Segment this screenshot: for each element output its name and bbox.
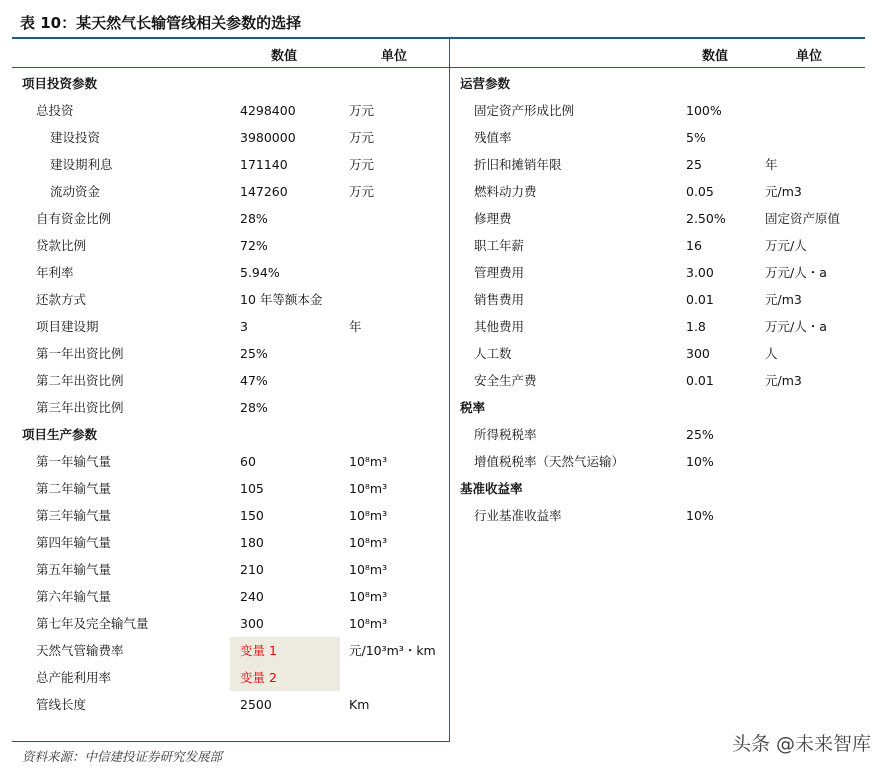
param-unit: 万元/人・a	[765, 319, 827, 334]
param-value: 2500	[240, 697, 272, 712]
table-row	[0, 313, 885, 340]
table-row	[0, 367, 885, 394]
param-unit: Km	[349, 697, 370, 712]
param-unit: 10⁸m³	[349, 589, 388, 604]
section-label: 项目投资参数	[22, 76, 98, 91]
param-name: 自有资金比例	[36, 211, 112, 226]
param-value: 28%	[240, 211, 268, 226]
table-row	[0, 448, 885, 475]
table-row	[0, 124, 885, 151]
param-name: 天然气管输费率	[36, 643, 124, 658]
section-label: 税率	[460, 400, 486, 415]
param-value: 25%	[240, 346, 268, 361]
param-value: 2.50%	[686, 211, 726, 226]
param-name: 职工年薪	[474, 238, 525, 253]
param-name: 总产能利用率	[36, 670, 112, 685]
table-row	[0, 529, 885, 556]
table-row	[0, 556, 885, 583]
table-row	[0, 664, 885, 691]
param-name: 折旧和摊销年限	[474, 157, 562, 172]
param-name: 建设投资	[50, 130, 101, 145]
param-unit: 元/10³m³・km	[349, 643, 436, 658]
param-name: 增值税税率（天然气运输）	[474, 454, 625, 469]
table-bottom-border	[12, 741, 450, 742]
param-unit: 固定资产原值	[765, 211, 841, 226]
param-name: 第二年输气量	[36, 481, 112, 496]
table-row	[0, 421, 885, 448]
param-name: 第一年输气量	[36, 454, 112, 469]
param-name: 安全生产费	[474, 373, 537, 388]
param-name: 项目建设期	[36, 319, 99, 334]
param-name: 流动资金	[50, 184, 101, 199]
table-row	[0, 151, 885, 178]
param-value: 4298400	[240, 103, 296, 118]
param-value: 72%	[240, 238, 268, 253]
param-name: 固定资产形成比例	[474, 103, 575, 118]
param-unit: 10⁸m³	[349, 508, 388, 523]
param-value: 25	[686, 157, 702, 172]
param-value: 150	[240, 508, 264, 523]
left-header-value: 数值	[271, 49, 298, 64]
param-value: 147260	[240, 184, 288, 199]
param-value: 10 年等额本金	[240, 292, 323, 307]
param-value: 10%	[686, 508, 714, 523]
param-unit: 万元/人・a	[765, 265, 827, 280]
param-name: 第三年输气量	[36, 508, 112, 523]
table-row	[0, 259, 885, 286]
param-value: 5%	[686, 130, 706, 145]
param-unit: 万元	[349, 184, 375, 199]
param-name: 第七年及完全输气量	[36, 616, 149, 631]
param-unit: 10⁸m³	[349, 454, 388, 469]
param-value: 105	[240, 481, 264, 496]
param-value: 3.00	[686, 265, 714, 280]
param-unit: 10⁸m³	[349, 535, 388, 550]
watermark: 头条 @未来智库	[731, 733, 871, 755]
header-bottom-border	[12, 67, 865, 68]
param-value: 210	[240, 562, 264, 577]
param-name: 所得税税率	[474, 427, 537, 442]
param-value: 60	[240, 454, 256, 469]
param-value: 10%	[686, 454, 714, 469]
param-value: 0.01	[686, 373, 714, 388]
param-name: 管理费用	[474, 265, 525, 280]
param-name: 还款方式	[36, 292, 87, 307]
param-value: 变量 2	[240, 670, 277, 685]
param-value: 240	[240, 589, 264, 604]
param-unit: 10⁸m³	[349, 481, 388, 496]
param-name: 第一年出资比例	[36, 346, 124, 361]
param-unit: 万元	[349, 103, 375, 118]
left-header-unit: 单位	[381, 49, 408, 64]
param-name: 第四年输气量	[36, 535, 112, 550]
param-unit: 万元/人	[765, 238, 807, 253]
table-row	[0, 232, 885, 259]
param-value: 28%	[240, 400, 268, 415]
param-name: 总投资	[36, 103, 74, 118]
table-row	[0, 502, 885, 529]
param-value: 25%	[686, 427, 714, 442]
param-value: 0.01	[686, 292, 714, 307]
param-value: 100%	[686, 103, 722, 118]
param-unit: 年	[765, 157, 778, 172]
table-top-border	[12, 37, 865, 39]
param-unit: 元/m3	[765, 292, 802, 307]
param-value: 16	[686, 238, 702, 253]
param-name: 修理费	[474, 211, 512, 226]
section-header-row	[0, 475, 885, 502]
param-name: 第三年出资比例	[36, 400, 124, 415]
param-name: 第六年输气量	[36, 589, 112, 604]
param-value: 180	[240, 535, 264, 550]
param-name: 残值率	[474, 130, 512, 145]
param-value: 171140	[240, 157, 288, 172]
param-unit: 人	[765, 346, 778, 361]
section-header-row	[0, 394, 885, 421]
param-unit: 万元	[349, 157, 375, 172]
section-label: 运营参数	[460, 76, 511, 91]
param-name: 年利率	[36, 265, 74, 280]
table-row	[0, 97, 885, 124]
param-unit: 年	[349, 319, 362, 334]
section-label: 基准收益率	[460, 481, 523, 496]
source-note: 资料来源：中信建投证券研究发展部	[22, 749, 223, 764]
table-title: 表 10：某天然气长输管线相关参数的选择	[20, 14, 302, 32]
table-row	[0, 340, 885, 367]
right-header-unit: 单位	[796, 49, 823, 64]
param-unit: 元/m3	[765, 373, 802, 388]
param-name: 管线长度	[36, 697, 87, 712]
param-value: 3	[240, 319, 248, 334]
table-row	[0, 205, 885, 232]
param-name: 第五年输气量	[36, 562, 112, 577]
param-name: 第二年出资比例	[36, 373, 124, 388]
param-value: 变量 1	[240, 643, 277, 658]
table-row	[0, 610, 885, 637]
param-unit: 10⁸m³	[349, 562, 388, 577]
param-unit: 10⁸m³	[349, 616, 388, 631]
section-label: 项目生产参数	[22, 427, 98, 442]
param-name: 销售费用	[474, 292, 525, 307]
param-value: 47%	[240, 373, 268, 388]
table-row	[0, 178, 885, 205]
table-row	[0, 637, 885, 664]
param-value: 1.8	[686, 319, 706, 334]
table-row	[0, 691, 885, 718]
param-value: 300	[240, 616, 264, 631]
param-value: 5.94%	[240, 265, 280, 280]
param-value: 300	[686, 346, 710, 361]
param-name: 贷款比例	[36, 238, 87, 253]
param-name: 人工数	[474, 346, 512, 361]
param-name: 行业基准收益率	[474, 508, 562, 523]
param-unit: 元/m3	[765, 184, 802, 199]
param-unit: 万元	[349, 130, 375, 145]
param-value: 3980000	[240, 130, 296, 145]
table-row	[0, 286, 885, 313]
param-name: 其他费用	[474, 319, 525, 334]
param-value: 0.05	[686, 184, 714, 199]
right-header-value: 数值	[702, 49, 729, 64]
section-header-row	[0, 70, 885, 97]
table-row	[0, 583, 885, 610]
param-name: 燃料动力费	[474, 184, 537, 199]
param-name: 建设期利息	[50, 157, 113, 172]
